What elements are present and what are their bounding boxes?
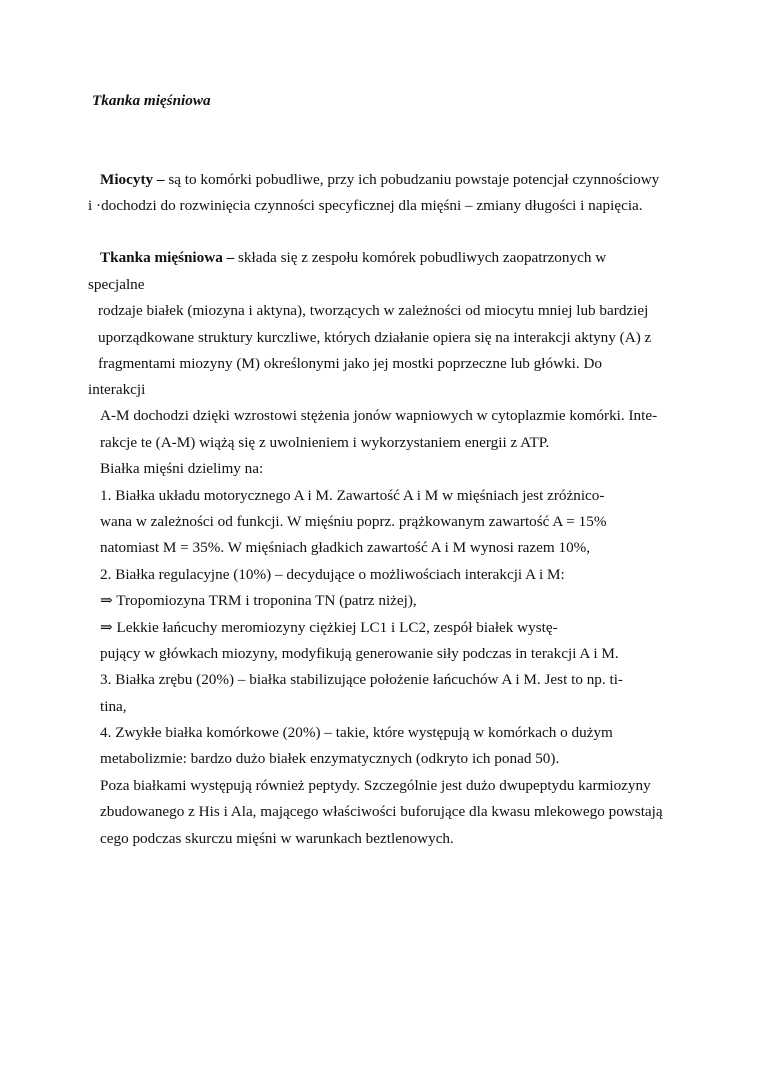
text-line: A-M dochodzi dzięki wzrostowi stężenia jonów wapniowych w cytoplazmie komórki. Inte-	[100, 407, 658, 424]
list-item-3-line-2: tina,	[100, 698, 127, 715]
peptides-line-2: zbudowanego z His i Ala, mającego właściwości buforujące dla kwasu mlekowego powstają	[100, 803, 663, 820]
text-line: rakcje te (A-M) wiążą się z uwolnieniem i wykorzystaniem energii z ATP.	[100, 434, 550, 451]
miocyty-line-1	[100, 171, 659, 189]
tkanka-term: Tkanka mięśniowa –	[100, 249, 235, 266]
list-item-4-line-1: 4. Zwykłe białka komórkowe (20%) – takie, które występują w komórkach o dużym	[100, 724, 613, 741]
text-line: rodzaje białek (miozyna i aktyna), tworzących w zależności od miocytu mniej lub bardziej	[98, 302, 649, 319]
document-title: Tkanka mięśniowa	[92, 92, 211, 109]
tkanka-definition: składa się z zespołu komórek pobudliwych zaopatrzonych w	[234, 249, 607, 266]
peptides-line-1: Poza białkami występują również peptydy. Szczególnie jest dużo dwupeptydu karmiozyny	[100, 777, 651, 794]
list-item-1-line-3: natomiast M = 35%. W mięśniach gładkich zawartość A i M wynosi razem 10%,	[100, 539, 591, 556]
arrow-item-1: ⇒ Tropomiozyna TRM i troponina TN (patrz niżej),	[100, 592, 417, 609]
text-line: Białka mięśni dzielimy na:	[100, 460, 264, 477]
text-line: fragmentami miozyny (M) określonymi jako jej mostki poprzeczne lub główki. Do	[98, 355, 603, 372]
list-item-4-line-2: metabolizmie: bardzo dużo białek enzymatycznych (odkryto ich ponad 50).	[100, 750, 560, 767]
miocyty-term: Miocyty –	[100, 171, 165, 188]
tkanka-line-1	[100, 249, 606, 267]
text-line: interakcji	[88, 381, 146, 398]
text-line: specjalne	[88, 276, 145, 293]
list-item-2: 2. Białka regulacyjne (10%) – decydujące o możliwościach interakcji A i M:	[100, 566, 565, 583]
arrow-item-2-line-2: pujący w główkach miozyny, modyfikują generowanie siły podczas in terakcji A i M.	[100, 645, 619, 662]
text-line: uporządkowane struktury kurczliwe, których działanie opiera się na interakcji aktyny (A) z	[98, 329, 652, 346]
peptides-line-3: cego podczas skurczu mięśni w warunkach beztlenowych.	[100, 830, 454, 847]
miocyty-definition: są to komórki pobudliwe, przy ich pobudzaniu powstaje potencjał czynnościowy	[164, 171, 660, 188]
list-item-3-line-1: 3. Białka zrębu (20%) – białka stabilizujące położenie łańcuchów A i M. Jest to np. ti-	[100, 671, 623, 688]
arrow-item-2-line-1: ⇒ Lekkie łańcuchy meromiozyny ciężkiej LC1 i LC2, zespół białek wystę-	[100, 619, 558, 636]
list-item-1-line-2: wana w zależności od funkcji. W mięśniu poprz. prążkowanym zawartość A = 15%	[100, 513, 607, 530]
miocyty-line-2: i ·dochodzi do rozwinięcia czynności specyficznej dla mięśni – zmiany długości i napięcia.	[88, 197, 643, 214]
list-item-1-line-1: 1. Białka układu motorycznego A i M. Zawartość A i M w mięśniach jest zróżnico-	[100, 487, 605, 504]
